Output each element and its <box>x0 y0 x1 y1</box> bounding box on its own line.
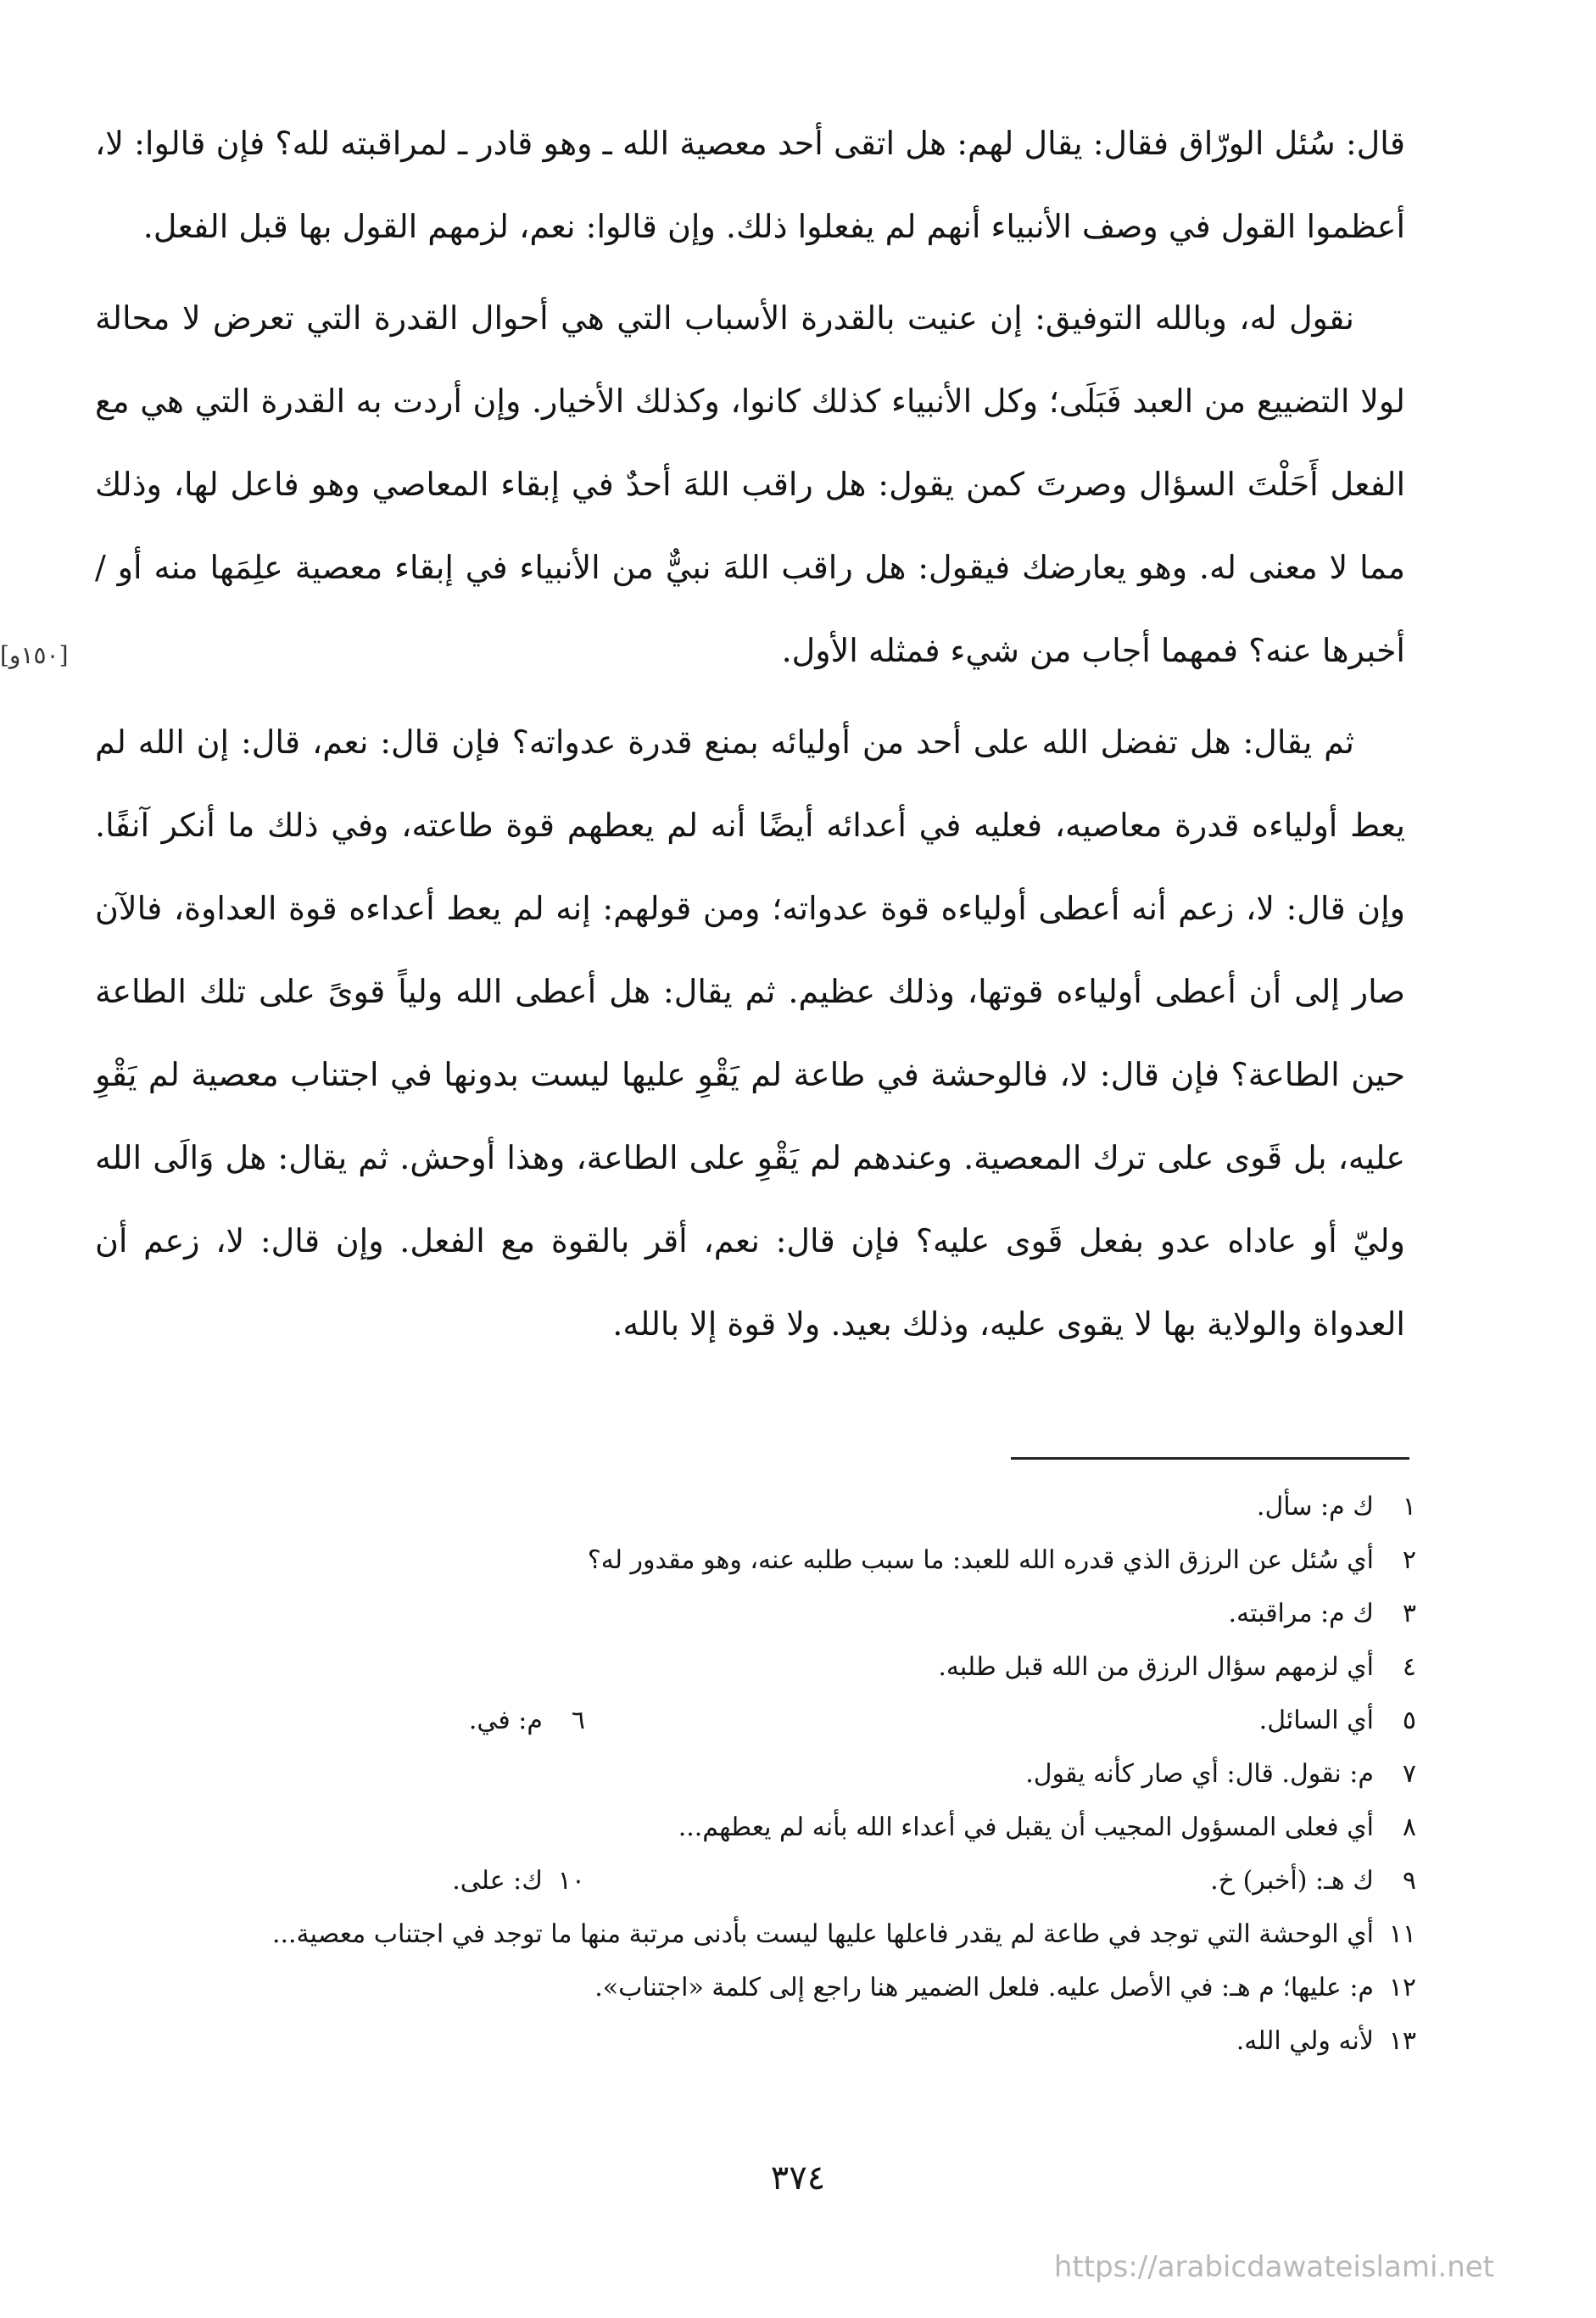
footnote <box>110 1907 1416 1961</box>
page-number: ٣٧٤ <box>770 2159 826 2198</box>
footnote <box>110 1747 1416 1801</box>
footnote-text: ك: على. <box>452 1866 543 1896</box>
footnote-number: ١٠ <box>557 1866 585 1896</box>
footnote-text: أي سُئل عن الرزق الذي قدره الله للعبد: ما سبب طلبه عنه، وهو مقدور له؟ <box>587 1545 1374 1575</box>
footnote-number: ١٢ <box>1388 1973 1416 2002</box>
manuscript-folio-reference: [١٥٠و] <box>0 641 69 669</box>
footnote-text: ك هـ: (أخبر) خ. <box>1210 1866 1374 1896</box>
footnote <box>110 1587 1416 1640</box>
footnote-number: ٧ <box>1402 1759 1416 1789</box>
footnote <box>1210 1854 1416 1907</box>
footnote-pair <box>110 1694 1416 1747</box>
footnote-number: ٨ <box>1402 1813 1416 1842</box>
footnote <box>110 1480 1416 1533</box>
watermark-url: https://arabicdawateislami.net <box>1053 2250 1494 2284</box>
footnote <box>110 1533 1416 1587</box>
footnotes <box>110 1480 1416 2068</box>
footnote-number: ٥ <box>1402 1706 1416 1735</box>
footnote-number: ١١ <box>1388 1919 1416 1949</box>
footnote-number: ٣ <box>1402 1599 1416 1628</box>
paragraph-1: قال: سُئل الورّاق فقال: يقال لهم: هل اتقى أحد معصية الله ـ وهو قادر ـ لمراقبته لله؟ فإن قالوا: لا، أعظموا القول في وصف الأنبياء أنهم لم يفعلوا ذلك. وإن قالوا: نعم، لزمهم القول بها قبل الفعل. <box>95 125 1405 245</box>
paragraph-2: نقول له، وبالله التوفيق: إن عنيت بالقدرة الأسباب التي هي أحوال القدرة التي تعرض لا محالة لولا التضييع من العبد فَبَلَى؛ وكل الأنبياء كذلك كانوا، وكذلك الأخيار. وإن أردت به القدرة التي هي مع الفعل أَحَلْتَ السؤال وصرتَ كمن يقول: هل راقب اللهَ أحدٌ في إبقاء المعاصي وهو فاعل لها، وذلك مما لا معنى له. وهو يعارضك فيقول: هل راقب اللهَ نبيٌّ من الأنبياء في إبقاء معصية علِمَها منه أو / أخبرها عنه؟ فمهما أجاب من شيء فمثله الأول. <box>95 299 1406 669</box>
footnote-text: م: نقول. قال: أي صار كأنه يقول. <box>1025 1759 1374 1789</box>
footnote-number: ١ <box>1402 1492 1416 1522</box>
footnote-text: أي فعلى المسؤول المجيب أن يقبل في أعداء الله بأنه لم يعطهم... <box>678 1813 1374 1842</box>
main-text <box>95 102 1405 1374</box>
footnote <box>110 1801 1416 1854</box>
footnote-pair <box>110 1854 1416 1907</box>
footnote-number: ١٣ <box>1388 2026 1416 2056</box>
footnote-text: لأنه ولي الله. <box>1236 2026 1374 2056</box>
paragraph-3: ثم يقال: هل تفضل الله على أحد من أوليائه بمنع قدرة عدواته؟ فإن قال: نعم، قال: إن الله لم يعط أولياءه قدرة معاصيه، فعليه في أعدائه أيضًا أنه لم يعطهم قوة طاعته، وفي ذلك ما أنكر آنفًا. وإن قال: لا، زعم أنه أعطى أولياءه قوة عدواته؛ ومن قولهم: إنه لم يعط أعداءه قوة العداوة، فالآن صار إلى أن أعطى أولياءه قوتها، وذلك عظيم. ثم يقال: هل أعطى الله ولياً قوىً على تلك الطاعة حين الطاعة؟ فإن قال: لا، فالوحشة في طاعة لم يَقْوِ عليها ليست بدونها في اجتناب معصية لم يَقْوِ عليه، بل قَوى على ترك المعصية. وعندهم لم يَقْوِ على الطاعة، وهذا أوحش. ثم يقال: هل وَالَى الله وليّ أو عاداه عدو بفعل قَوى عليه؟ فإن قال: نعم، أقر بالقوة مع الفعل. وإن قال: لا، زعم أن العدواة والولاية بها لا يقوى عليه، وذلك بعيد. ولا قوة إلا بالله. <box>95 723 1405 1343</box>
footnote <box>1259 1694 1416 1747</box>
footnote-text: أي السائل. <box>1258 1706 1374 1735</box>
footnote <box>110 1854 585 1907</box>
footnote-number: ٢ <box>1402 1545 1416 1575</box>
footnote <box>110 1694 585 1747</box>
footnote-text: م: عليها؛ م هـ: في الأصل عليه. فلعل الضمير هنا راجع إلى كلمة «اجتناب». <box>594 1973 1374 2002</box>
footnote-text: أي لزمهم سؤال الرزق من الله قبل طلبه. <box>938 1652 1374 1682</box>
footnote-text: أي الوحشة التي توجد في طاعة لم يقدر فاعلها عليها ليست بأدنى مرتبة منها ما توجد في اجتناب معصية... <box>271 1919 1374 1949</box>
footnote-text: ك م: سأل. <box>1256 1492 1374 1522</box>
footnote-separator <box>1011 1457 1409 1460</box>
footnote-text: م: في. <box>468 1706 543 1735</box>
footnote-number: ٤ <box>1402 1652 1416 1682</box>
footnote <box>110 1961 1416 2014</box>
footnote <box>110 1640 1416 1694</box>
footnote-number: ٦ <box>571 1706 585 1735</box>
footnote-number: ٩ <box>1402 1866 1416 1896</box>
footnote <box>110 2014 1416 2068</box>
footnote-text: ك م: مراقبته. <box>1228 1599 1374 1628</box>
